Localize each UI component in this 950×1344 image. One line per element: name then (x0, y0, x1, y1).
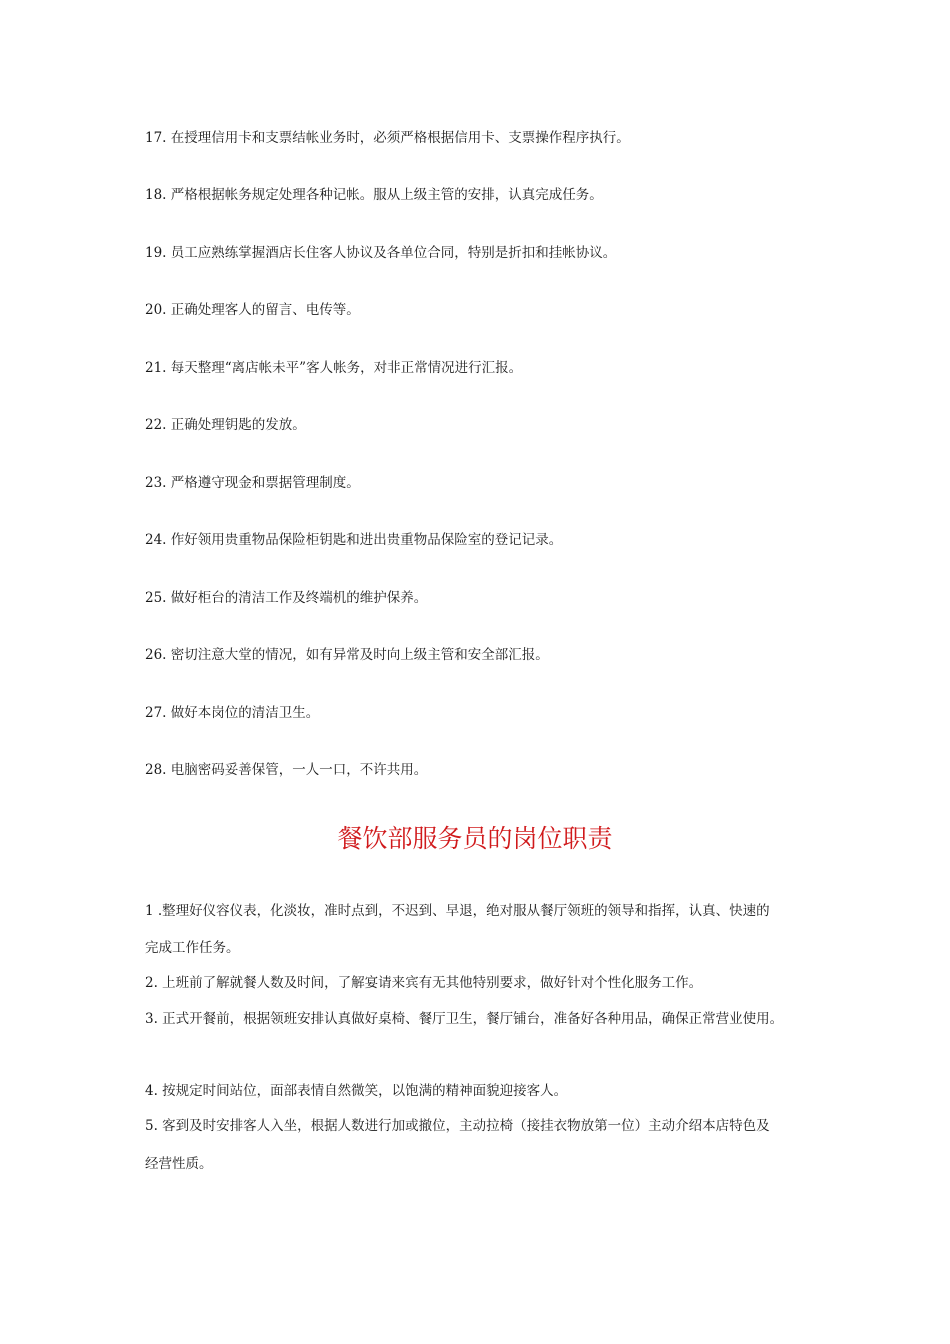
duty-item-23: 23. 严格遵守现金和票据管理制度。 (145, 475, 360, 491)
waiter-duty-1-continued: 完成工作任务。 (145, 940, 240, 956)
duty-item-19: 19. 员工应熟练掌握酒店长住客人协议及各单位合同，特别是折扣和挂帐协议。 (145, 245, 617, 261)
duty-item-22: 22. 正确处理钥匙的发放。 (145, 417, 306, 433)
waiter-duty-5-continued: 经营性质。 (145, 1156, 213, 1172)
duty-item-17: 17. 在授理信用卡和支票结帐业务时，必须严格根据信用卡、支票操作程序执行。 (145, 130, 630, 146)
duty-item-24: 24. 作好领用贵重物品保险柜钥匙和进出贵重物品保险室的登记记录。 (145, 532, 563, 548)
waiter-duty-1: 1 .整理好仪容仪表，化淡妆，准时点到，不迟到、早退，绝对服从餐厅领班的领导和指挥，认真、快速的 (145, 903, 770, 919)
waiter-duty-4: 4. 按规定时间站位，面部表情自然微笑，以饱满的精神面貌迎接客人。 (145, 1083, 568, 1099)
waiter-duty-2: 2. 上班前了解就餐人数及时间，了解宴请来宾有无其他特别要求，做好针对个性化服务工作。 (145, 975, 703, 991)
duty-item-18: 18. 严格根据帐务规定处理各种记帐。服从上级主管的安排，认真完成任务。 (145, 187, 603, 203)
duty-item-27: 27. 做好本岗位的清洁卫生。 (145, 705, 320, 721)
duty-item-25: 25. 做好柜台的清洁工作及终端机的维护保养。 (145, 590, 428, 606)
duty-item-20: 20. 正确处理客人的留言、电传等。 (145, 302, 360, 318)
duty-item-21: 21. 每天整理“离店帐未平”客人帐务，对非正常情况进行汇报。 (145, 360, 523, 376)
waiter-duty-3: 3. 正式开餐前，根据领班安排认真做好桌椅、餐厅卫生，餐厅铺台，准备好各种用品，确保正常营业使用。 (145, 1011, 784, 1027)
duty-item-26: 26. 密切注意大堂的情况，如有异常及时向上级主管和安全部汇报。 (145, 647, 549, 663)
section-title: 餐饮部服务员的岗位职责 (337, 824, 613, 853)
duty-item-28: 28. 电脑密码妥善保管，一人一口，不许共用。 (145, 762, 428, 778)
waiter-duty-5: 5. 客到及时安排客人入坐，根据人数进行加或撤位，主动拉椅（接挂衣物放第一位）主动介绍本店特色及 (145, 1118, 770, 1134)
